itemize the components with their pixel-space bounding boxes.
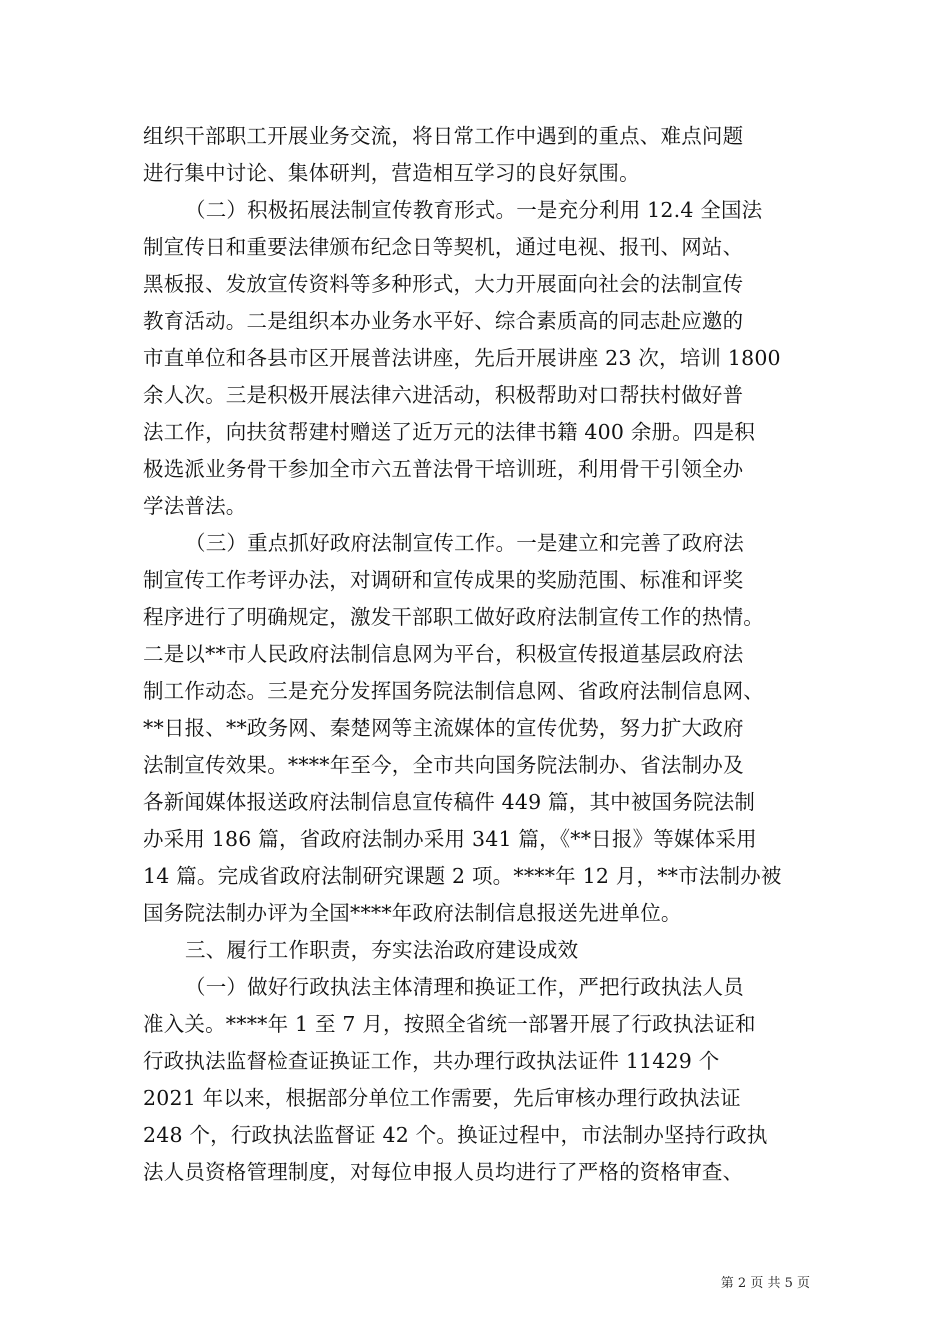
text-line: **日报、**政务网、秦楚网等主流媒体的宣传优势，努力扩大政府 (143, 716, 744, 740)
page-number: 第 2 页 共 5 页 (720, 1276, 810, 1291)
text-line: 学法普法。 (143, 494, 247, 518)
text-line: 组织干部职工开展业务交流，将日常工作中遇到的重点、难点问题 (143, 124, 744, 148)
section-heading: 三、履行工作职责，夯实法治政府建设成效 (185, 938, 579, 962)
text-line: 制工作动态。三是充分发挥国务院法制信息网、省政府法制信息网、 (143, 679, 764, 703)
text-line: 进行集中讨论、集体研判，营造相互学习的良好氛围。 (143, 161, 640, 185)
text-line: 248 个，行政执法监督证 42 个。换证过程中，市法制办坚持行政执 (143, 1123, 768, 1147)
text-line: 行政执法监督检查证换证工作，共办理行政执法证件 11429 个 (143, 1049, 720, 1073)
text-line: 黑板报、发放宣传资料等多种形式，大力开展面向社会的法制宣传 (143, 272, 744, 296)
text-line: 制宣传工作考评办法，对调研和宣传成果的奖励范围、标准和评奖 (143, 568, 744, 592)
text-line: 法工作，向扶贫帮建村赠送了近万元的法律书籍 400 余册。四是积 (143, 420, 756, 444)
text-line: 市直单位和各县市区开展普法讲座，先后开展讲座 23 次，培训 1800 (143, 346, 781, 370)
text-line: 准入关。****年 1 至 7 月，按照全省统一部署开展了行政执法证和 (143, 1012, 756, 1036)
paragraph-start-line: （一）做好行政执法主体清理和换证工作，严把行政执法人员 (185, 975, 744, 999)
text-line: 余人次。三是积极开展法律六进活动，积极帮助对口帮扶村做好普 (143, 383, 744, 407)
text-line: 办采用 186 篇，省政府法制办采用 341 篇，《**日报》等媒体采用 (143, 827, 757, 851)
text-line: 制宣传日和重要法律颁布纪念日等契机，通过电视、报刊、网站、 (143, 235, 744, 259)
text-line: 法制宣传效果。****年至今，全市共向国务院法制办、省法制办及 (143, 753, 744, 777)
text-line: 国务院法制办评为全国****年政府法制信息报送先进单位。 (143, 901, 682, 925)
text-line: 极选派业务骨干参加全市六五普法骨干培训班，利用骨干引领全办 (143, 457, 744, 481)
text-line: 2021 年以来，根据部分单位工作需要，先后审核办理行政执法证 (143, 1086, 741, 1110)
paragraph-start-line: （三）重点抓好政府法制宣传工作。一是建立和完善了政府法 (185, 531, 744, 555)
text-line: 14 篇。完成省政府法制研究课题 2 项。****年 12 月，**市法制办被 (143, 864, 782, 888)
text-line: 教育活动。二是组织本办业务水平好、综合素质高的同志赴应邀的 (143, 309, 744, 333)
body-text (143, 118, 823, 1191)
text-line: 法人员资格管理制度，对每位申报人员均进行了严格的资格审查、 (143, 1160, 744, 1184)
paragraph-start-line: （二）积极拓展法制宣传教育形式。一是充分利用 12.4 全国法 (185, 198, 763, 222)
text-line: 各新闻媒体报送政府法制信息宣传稿件 449 篇，其中被国务院法制 (143, 790, 756, 814)
text-line: 二是以**市人民政府法制信息网为平台，积极宣传报道基层政府法 (143, 642, 744, 666)
text-line: 程序进行了明确规定，激发干部职工做好政府法制宣传工作的热情。 (143, 605, 764, 629)
